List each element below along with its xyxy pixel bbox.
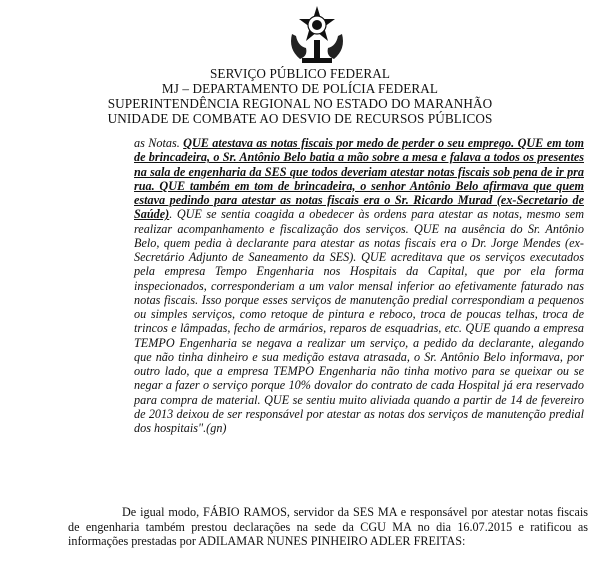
brazil-coat-of-arms-icon — [286, 4, 348, 64]
header-line-service: SERVIÇO PÚBLICO FEDERAL — [209, 66, 391, 81]
quote-highlighted: QUE atestava as notas fiscais por medo de perder o seu emprego. QUE em tom de brincadeira, o Sr. Antônio Belo batia a mão sobre a mesa e falava a todos os presentes na sala de engenharia da SES que todos deveriam atestar notas fiscais sob pena de ir pra rua. QUE também em tom de brincadeira, o senhor Antônio Belo afirmava que quem estava pedindo para atestar as notas fiscais era o Sr. Ricardo Murad (ex-Secretario de Saúde) — [134, 136, 584, 222]
quoted-testimony — [134, 136, 584, 435]
closing-text: De igual modo, FÁBIO RAMOS, servidor da SES MA e responsável por atestar notas fiscais de engenharia também prestou declarações na sede da CGU MA no dia 16.07.2015 e ratificou as informações prestadas por ADILAMAR NUNES PINHEIRO ADLER FREITAS: — [68, 505, 588, 549]
quote-start: as Notas. — [134, 136, 184, 150]
header-line-unit: UNIDADE DE COMBATE AO DESVIO DE RECURSOS PÚBLICOS — [107, 111, 493, 126]
header-line-department: MJ – DEPARTAMENTO DE POLÍCIA FEDERAL — [161, 81, 439, 96]
closing-paragraph — [68, 505, 588, 549]
letterhead — [80, 66, 520, 126]
quote-rest: . QUE se sentia coagida a obedecer às ordens para atestar as notas, mesmo sem realizar acompanhamento e fiscalização dos serviços. QUE na ausência do Sr. Antônio Belo, quem pedia à declarante para atestar as notas fiscais era o Dr. Jorge Mendes (ex-Secretário Adjunto de Saneamento da SES). QUE acreditava que os serviços executados pela empresa Tempo Engenharia nos Hospitais da Capital, que por ela forma inspecionados, corresponderiam a um valor mensal inferior ao efetivamente faturado nas notas fiscais. Isso porque esses serviços de manutenção predial correspondiam a pequenos ou simples serviços, como retoque de pintura e reboco, troca de poucas telhas, troca de trincos e lâmpadas, fecho de armários, reparos de esquadrias, etc. QUE quando a empresa TEMPO Engenharia se negava a realizar um serviço, a pedido da declarante, alegando que não tinha dinheiro e sua medição estava atrasada, o Sr. Antônio Belo informava, por outro lado, que a empresa TEMPO Engenharia não tinha motivo para se queixar ou se negar a fazer o serviço porque 10% dovalor do contrato de cada Hospital já era reservado para compra de material. QUE se sentiu muito aliviada quando a partir de 14 de fevereiro de 2013 deixou de ser responsável por atestar as notas dos serviços de manutenção predial dos hospitais".(gn) — [134, 207, 584, 435]
header-line-superintendence: SUPERINTENDÊNCIA REGIONAL NO ESTADO DO MARANHÃO — [107, 96, 493, 111]
